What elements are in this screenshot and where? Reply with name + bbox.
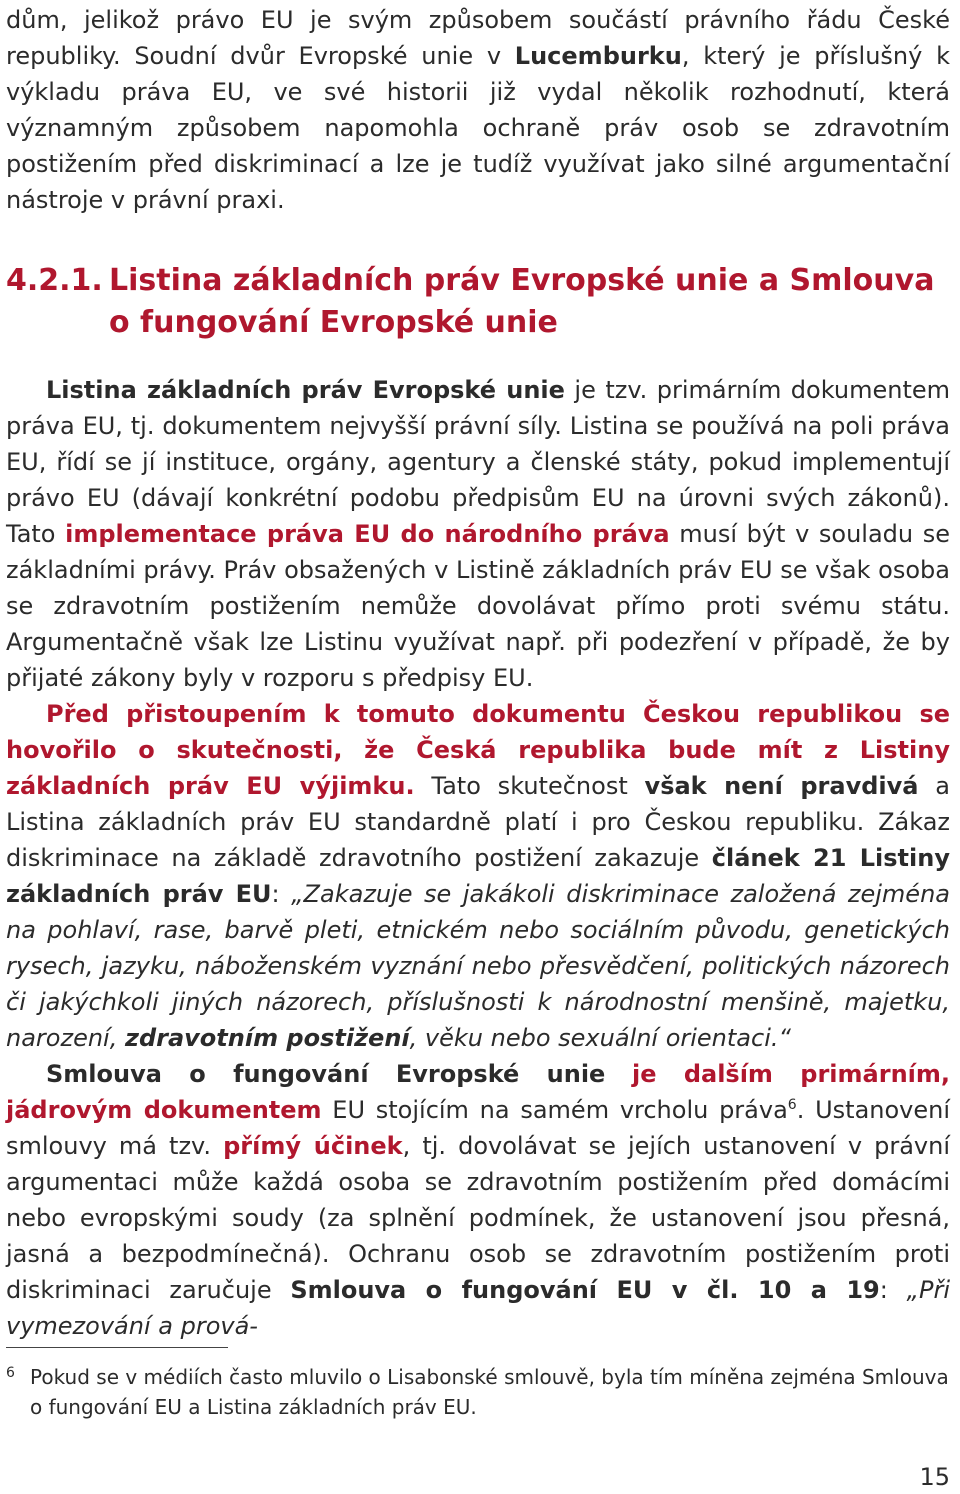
footnote-ref: 6 [787, 1097, 797, 1113]
bold-italic-run: zdravotním postižení [124, 1024, 410, 1052]
footnote [6, 1362, 950, 1422]
highlight-run: Před přistoupením k tomuto dokumentu Českou republikou se hovořilo o skutečnosti, že Česká republika bude mít z Listiny základních práv EU výjimku. [6, 700, 950, 800]
footnote-text: Pokud se v médiích často mluvilo o Lisabonské smlouvě, byla tím míněna zejména Smlouva o fungování EU a Listina základních práv EU. [30, 1365, 949, 1419]
bold-run: však není pravdivá [644, 772, 919, 800]
paragraph-listina [6, 372, 950, 696]
text-run: , který je příslušný k výkladu práva EU, ve své historii již vydal několik rozhodnutí, která významným způsobem napomohla ochraně práv osob se zdravotním postižením před diskriminací a lze je tudíž využívat jako silné argumentační nástroje v právní praxi. [6, 42, 950, 214]
bold-run: Smlouva o fungování Evropské unie [46, 1060, 606, 1088]
footnote-number: 6 [6, 1365, 15, 1381]
paragraph-smlouva [6, 1056, 950, 1344]
text-run: : [879, 1276, 907, 1304]
highlight-run: přímý účinek [223, 1132, 403, 1160]
intro-paragraph [6, 2, 950, 218]
page-body [6, 0, 950, 1344]
text-run: dům, jelikož právo EU je svým způsobem součástí právního řádu České republiky. Soudní dvůr Evropské unie v [6, 6, 950, 70]
paragraph-vyjimka [6, 696, 950, 1056]
highlight-run: je dalším primárním, jádrovým dokumentem [6, 1060, 951, 1124]
quote-run: , věku nebo sexuální orientaci.“ [409, 1024, 791, 1052]
bold-run: Lucemburku [514, 42, 682, 70]
text-run: a Listina základních práv EU standardně platí i pro Českou republiku. Zákaz diskriminace na základě zdravotního postižení zakazuje [6, 772, 950, 872]
text-run: Tato skutečnost [414, 772, 645, 800]
bold-run: Smlouva o fungování EU v čl. 10 a 19 [290, 1276, 880, 1304]
text-run: EU stojícím na samém vrcholu práva [321, 1096, 788, 1124]
quote-run: „Při vymezování a prová- [6, 1276, 950, 1340]
footnote-divider [6, 1347, 228, 1348]
text-run [605, 1060, 632, 1088]
text-run: : [271, 880, 292, 908]
section-number: 4.2.1. [6, 263, 103, 298]
highlight-run: implementace práva EU do národního práva [65, 520, 670, 548]
page-number: 15 [919, 1463, 950, 1491]
text-run: , tj. dovolávat se jejích ustanovení v právní argumentaci může každá osoba se zdravotním postižením před domácími nebo evropskými soudy (za splnění podmínek, že ustanovení jsou přesná, jasná a bezpodmínečná). Ochranu osob se zdravotním postižením proti diskriminaci zaručuje [6, 1132, 950, 1304]
text-run: musí být v souladu se základními právy. Práv obsažených v Listině základních práv EU se však osoba se zdravotním postižením nemůže dovolávat přímo proti svému státu. Argumentačně však lze Listinu využívat např. při podezření v případě, že by přijaté zákony byly v rozporu s předpisy EU. [6, 520, 950, 692]
quote-run: „Zakazuje se jakákoli diskriminace založená zejména na pohlaví, rase, barvě pleti, etnickém nebo sociálním původu, genetických rysech, jazyku, náboženském vyznání nebo přesvědčení, politických názorech či jakýchkoli jiných názorech, příslušnosti k národnostní menšině, majetku, narození, [6, 880, 950, 1052]
bold-run: Listina základních práv Evropské unie [46, 376, 565, 404]
text-run: je tzv. primárním dokumentem práva EU, tj. dokumentem nejvyšší právní síly. Listina se používá na poli práva EU, řídí se jí instituce, orgány, agentury a členské státy, pokud implementují právo EU (dávají konkrétní podobu předpisům EU na úrovni svých zákonů). Tato [6, 376, 951, 548]
bold-run: článek 21 Listiny základních práv EU [6, 844, 950, 908]
section-title: Listina základních práv Evropské unie a Smlouva o fungování Evropské unie [109, 263, 935, 340]
section-heading [6, 260, 950, 344]
text-run: . Ustanovení smlouvy má tzv. [6, 1096, 951, 1160]
